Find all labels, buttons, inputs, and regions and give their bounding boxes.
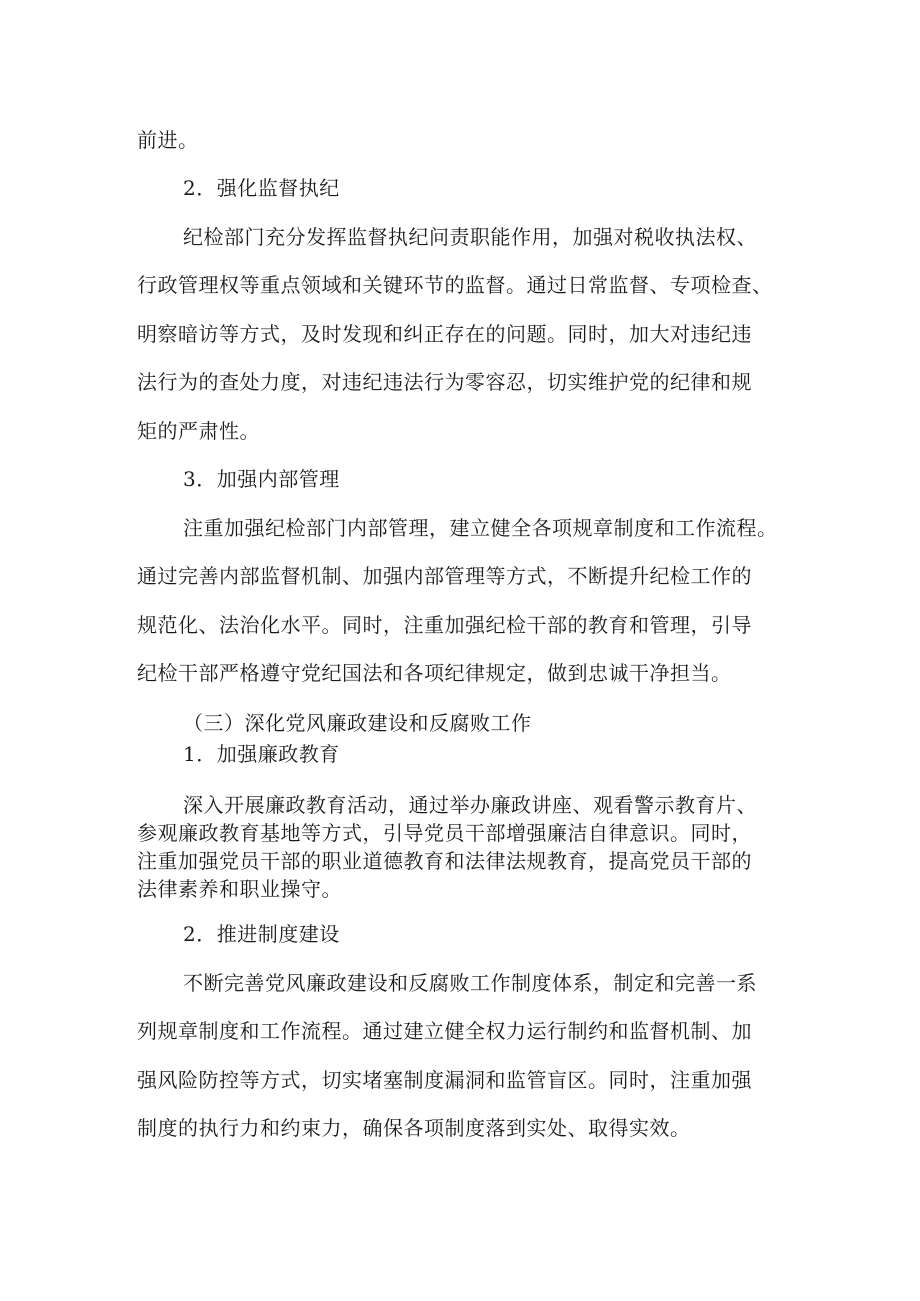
- paragraph-line: 参观廉政教育基地等方式，引导党员干部增强廉洁自律意识。同时，: [137, 821, 752, 845]
- section-heading: （三）深化党风廉政建设和反腐败工作: [183, 711, 532, 735]
- paragraph-line: 通过完善内部监督机制、加强内部管理等方式，不断提升纪检工作的: [137, 564, 752, 588]
- paragraph-line: 强风险防控等方式，切实堵塞制度漏洞和监管盲区。同时，注重加强: [137, 1068, 752, 1092]
- subsection-heading: 3．加强内部管理: [183, 467, 340, 491]
- paragraph-line: 不断完善党风廉政建设和反腐败工作制度体系，制定和完善一系: [183, 971, 757, 995]
- paragraph-line: 行政管理权等重点领域和关键环节的监督。通过日常监督、专项检查、: [137, 273, 773, 297]
- paragraph-line: 制度的执行力和约束力，确保各项制度落到实处、取得实效。: [137, 1116, 691, 1140]
- paragraph-line: 矩的严肃性。: [137, 419, 260, 443]
- paragraph-line: 注重加强纪检部门内部管理，建立健全各项规章制度和工作流程。: [183, 516, 778, 540]
- paragraph-line: 前进。: [137, 128, 199, 152]
- paragraph-line: 法行为的查处力度，对违纪违法行为零容忍，切实维护党的纪律和规: [137, 370, 752, 394]
- paragraph-line: 纪检部门充分发挥监督执纪问责职能作用，加强对税收执法权、: [183, 225, 757, 249]
- paragraph-line: 纪检干部严格遵守党纪国法和各项纪律规定，做到忠诚干净担当。: [137, 661, 732, 685]
- paragraph-line: 深入开展廉政教育活动，通过举办廉政讲座、观看警示教育片、: [183, 793, 757, 817]
- subsection-heading: 1．加强廉政教育: [183, 742, 340, 766]
- paragraph-line: 规范化、法治化水平。同时，注重加强纪检干部的教育和管理，引导: [137, 613, 752, 637]
- subsection-heading: 2．推进制度建设: [183, 922, 340, 946]
- paragraph-line: 明察暗访等方式，及时发现和纠正存在的问题。同时，加大对违纪违: [137, 322, 752, 346]
- paragraph-line: 法律素养和职业操守。: [137, 877, 342, 901]
- subsection-heading: 2．强化监督执纪: [183, 176, 340, 200]
- paragraph-line: 注重加强党员干部的职业道德教育和法律法规教育，提高党员干部的: [137, 849, 752, 873]
- paragraph-line: 列规章制度和工作流程。通过建立健全权力运行制约和监督机制、加: [137, 1019, 752, 1043]
